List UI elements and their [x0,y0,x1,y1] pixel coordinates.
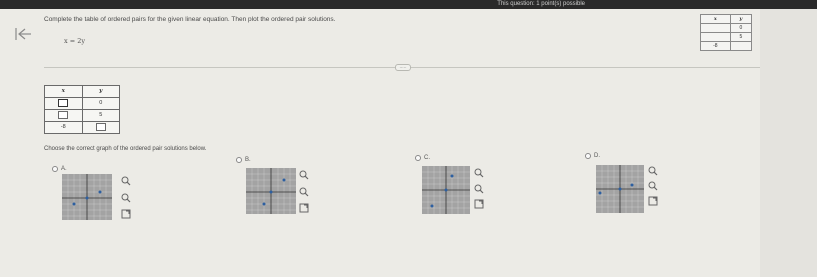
choice-a-graph [62,174,112,220]
reference-cell: 0 [730,24,751,33]
reference-table [700,14,752,51]
table-row [45,110,120,122]
reference-cell: 5 [730,33,751,42]
question-instruction: Complete the table of ordered pairs for the given linear equation. Then plot the ordered pair solutions. [44,16,336,23]
zoom-out-icon[interactable] [474,184,484,194]
y-input-box-3[interactable] [96,123,106,131]
choice-d-graph [596,165,644,213]
y-cell: 5 [82,110,120,122]
answer-header-y: y [82,86,120,98]
table-row [45,122,120,134]
x-input-box-2[interactable] [58,111,68,119]
reference-header-y: y [730,15,751,24]
y-cell [82,122,120,134]
choice-c-label: C. [424,155,430,161]
choice-c[interactable] [415,155,430,161]
reference-cell [730,42,751,51]
choice-a[interactable] [52,166,67,172]
choice-c-radio[interactable] [415,155,421,161]
top-bar [0,0,817,9]
zoom-out-icon[interactable] [299,187,309,197]
zoom-in-icon[interactable] [121,176,131,186]
choice-b-graph [246,168,296,214]
choice-b-label: B. [245,157,251,163]
reference-header-x: x [701,15,731,24]
zoom-in-icon[interactable] [648,166,658,176]
reference-cell: -8 [701,42,731,51]
graph-prompt: Choose the correct graph of the ordered pair solutions below. [44,146,207,152]
expand-icon[interactable] [474,199,484,209]
divider-handle[interactable]: ..... [395,64,411,71]
choice-a-label: A. [61,166,67,172]
choice-a-radio[interactable] [52,166,58,172]
choice-b[interactable] [236,157,251,163]
linear-equation: x = 2y [64,37,86,45]
expand-icon[interactable] [648,196,658,206]
choice-d[interactable] [585,153,600,159]
answer-header-x: x [45,86,83,98]
expand-icon[interactable] [121,209,131,219]
y-cell: 0 [82,98,120,110]
question-points-label: This question: 1 point(s) possible [497,1,585,7]
choice-d-label: D. [594,153,600,159]
reference-cell [701,24,731,33]
choice-d-radio[interactable] [585,153,591,159]
choice-b-radio[interactable] [236,157,242,163]
zoom-in-icon[interactable] [474,168,484,178]
expand-icon[interactable] [299,203,309,213]
right-margin [760,9,817,277]
x-input-box-1[interactable] [58,99,68,107]
choice-c-graph [422,166,470,214]
x-cell [45,98,83,110]
zoom-out-icon[interactable] [121,193,131,203]
zoom-out-icon[interactable] [648,181,658,191]
reference-cell [701,33,731,42]
zoom-in-icon[interactable] [299,170,309,180]
table-row [45,98,120,110]
back-arrow-icon[interactable] [14,27,32,41]
x-cell [45,110,83,122]
answer-table [44,85,120,134]
x-cell: -8 [45,122,83,134]
